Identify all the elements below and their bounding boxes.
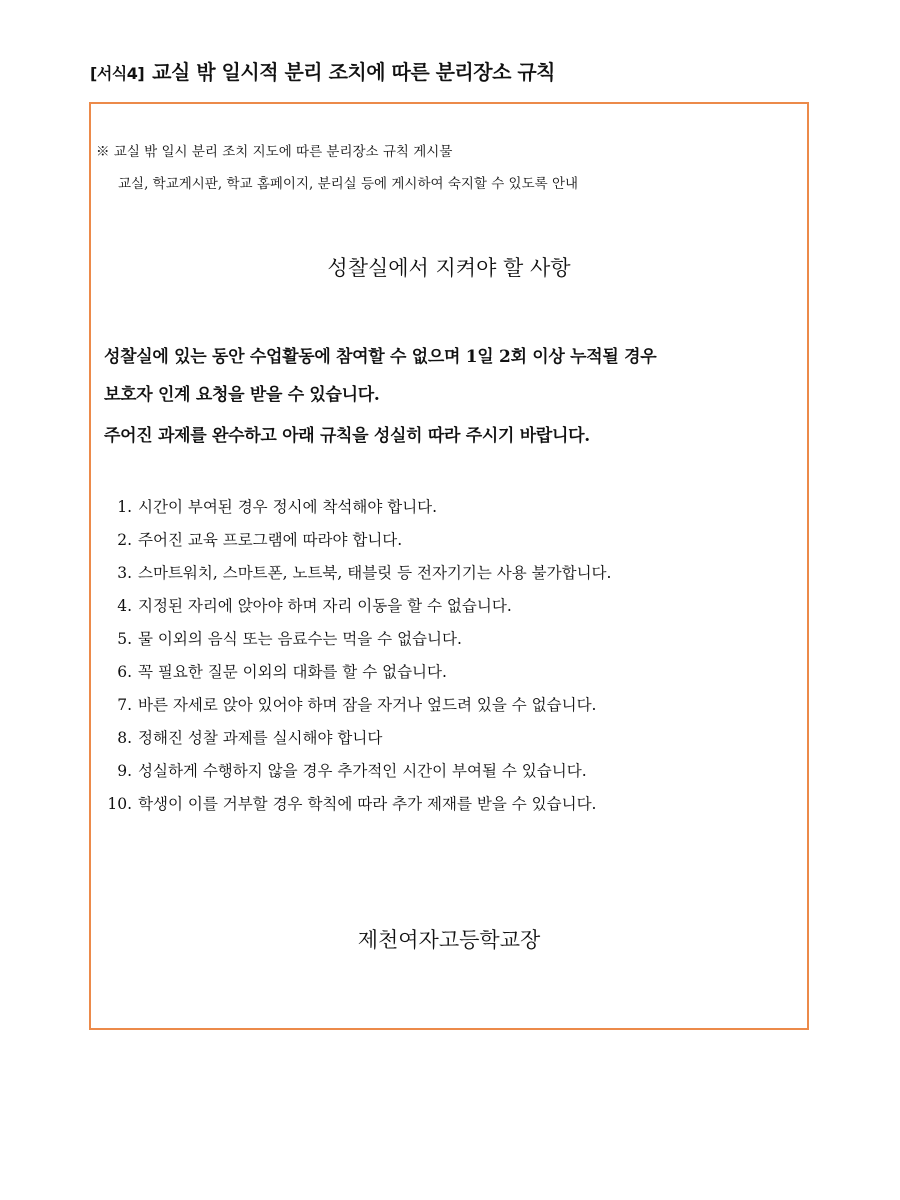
rule-item	[102, 626, 611, 659]
rules-list	[102, 494, 611, 824]
intro-line-3: 주어진 과제를 완수하고 아래 규칙을 성실히 따라 주시기 바랍니다.	[104, 426, 590, 446]
rule-item	[102, 758, 611, 791]
rule-number: 10.	[107, 795, 132, 813]
guidance-note: ※ 교실 밖 일시 분리 조치 지도에 따른 분리장소 규칙 게시물	[96, 144, 453, 160]
rule-text: 꼭 필요한 질문 이외의 대화를 할 수 없습니다.	[138, 663, 447, 681]
rule-item	[102, 593, 611, 626]
rule-number: 2.	[117, 531, 132, 549]
rule-number: 3.	[117, 564, 132, 582]
rule-text: 성실하게 수행하지 않을 경우 추가적인 시간이 부여될 수 있습니다.	[138, 762, 587, 780]
intro-line-1: 성찰실에 있는 동안 수업활동에 참여할 수 없으며 1일 2회 이상 누적될 경우	[104, 347, 657, 367]
rule-item	[102, 725, 611, 758]
intro-line-2: 보호자 인계 요청을 받을 수 있습니다.	[104, 385, 380, 405]
rule-item	[102, 494, 611, 527]
rule-number: 5.	[117, 630, 132, 648]
rule-number: 6.	[117, 663, 132, 681]
rule-text: 주어진 교육 프로그램에 따라야 합니다.	[138, 531, 403, 549]
rule-item	[102, 659, 611, 692]
rule-item	[102, 692, 611, 725]
document-title: 교실 밖 일시적 분리 조치에 따른 분리장소 규칙	[152, 60, 555, 84]
document-heading	[90, 56, 555, 85]
principal-signature: 제천여자고등학교장	[357, 928, 541, 952]
rule-number: 4.	[117, 597, 132, 615]
rule-text: 학생이 이를 거부할 경우 학칙에 따라 추가 제재를 받을 수 있습니다.	[138, 795, 597, 813]
form-number-label: [서식4]	[90, 64, 145, 83]
rule-text: 지정된 자리에 앉아야 하며 자리 이동을 할 수 없습니다.	[138, 597, 512, 615]
rule-number: 7.	[117, 696, 132, 714]
rule-text: 스마트워치, 스마트폰, 노트북, 태블릿 등 전자기기는 사용 불가합니다.	[138, 564, 612, 582]
notice-title: 성찰실에서 지켜야 할 사항	[327, 256, 571, 280]
rule-text: 시간이 부여된 경우 정시에 착석해야 합니다.	[138, 498, 438, 516]
rule-number: 1.	[117, 498, 132, 516]
guidance-instructions: 교실, 학교게시판, 학교 홈페이지, 분리실 등에 게시하여 숙지할 수 있도록 안내	[118, 176, 579, 192]
rule-number: 8.	[117, 729, 132, 747]
rule-text: 바른 자세로 앉아 있어야 하며 잠을 자거나 엎드려 있을 수 없습니다.	[138, 696, 597, 714]
rule-text: 정해진 성찰 과제를 실시해야 합니다	[138, 729, 383, 747]
rule-item	[102, 527, 611, 560]
rule-number: 9.	[117, 762, 132, 780]
rule-text: 물 이외의 음식 또는 음료수는 먹을 수 없습니다.	[138, 630, 462, 648]
rule-item	[102, 560, 611, 593]
rule-item	[102, 791, 611, 824]
